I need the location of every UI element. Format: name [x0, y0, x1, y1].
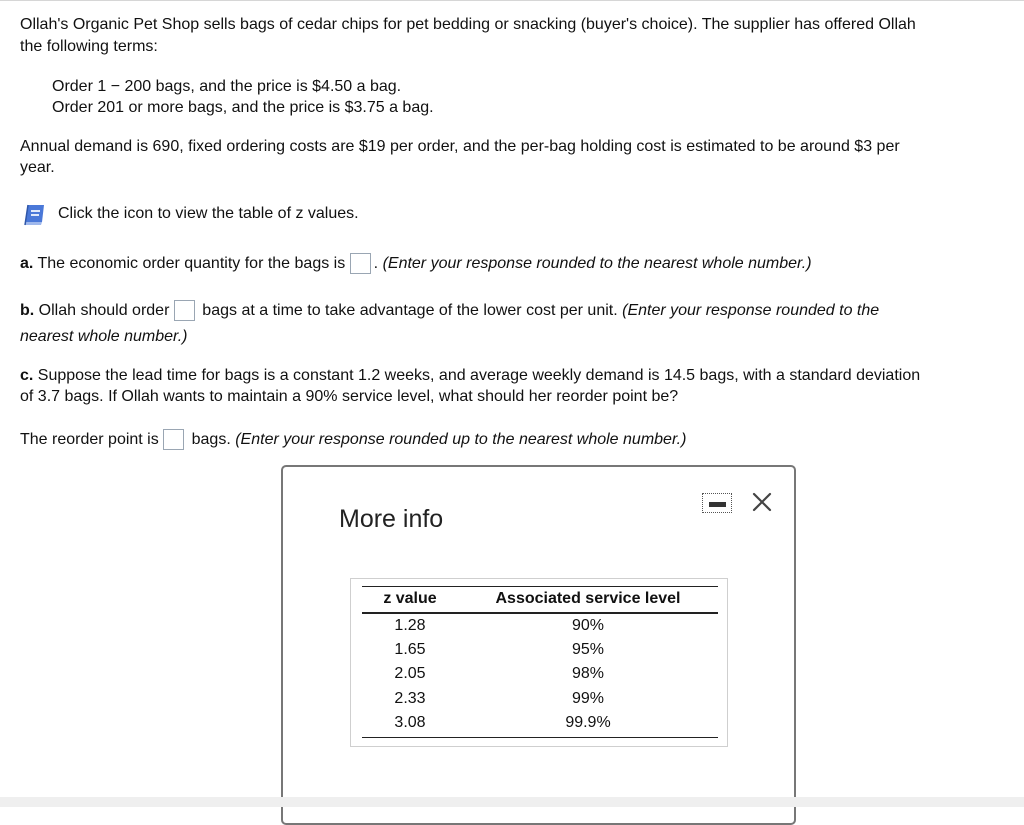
table-cell-z: 2.05	[394, 665, 426, 682]
reorder-point-input[interactable]	[163, 429, 184, 450]
table-top-rule	[362, 586, 718, 587]
demand-line-1: Annual demand is 690, fixed ordering costs are $19 per order, and the per-bag holding cost is estimated to be around $3 per	[20, 138, 900, 155]
header-z-value: z value	[383, 590, 437, 607]
question-c-text-1: Suppose the lead time for bags is a constant 1.2 weeks, and average weekly demand is 14.5 bags, with a standard deviation	[33, 367, 921, 384]
question-a-after: .	[373, 255, 383, 272]
intro-line-2: the following terms:	[20, 38, 158, 55]
question-b	[20, 300, 879, 321]
minimize-icon[interactable]	[702, 493, 732, 513]
demand-line-2: year.	[20, 159, 55, 176]
bottom-band	[0, 797, 1024, 807]
question-b-after: bags at a time to take advantage of the lower cost per unit.	[197, 302, 623, 319]
question-c-line-2: of 3.7 bags. If Ollah wants to maintain a 90% service level, what should her reorder point be?	[20, 388, 679, 405]
reorder-point-after: bags.	[187, 431, 236, 448]
order-quantity-input[interactable]	[174, 300, 195, 321]
question-c-label: c.	[20, 367, 34, 384]
question-a-hint: (Enter your response rounded to the nearest whole number.)	[382, 255, 812, 272]
question-b-hint-2-line	[20, 326, 188, 347]
table-cell-level: 98%	[571, 665, 605, 682]
table-cell-z: 2.33	[394, 690, 426, 707]
book-icon[interactable]	[22, 202, 48, 226]
eoq-answer-input[interactable]	[350, 253, 371, 274]
price-term-2: Order 201 or more bags, and the price is $3.75 a bag.	[52, 99, 434, 116]
more-info-dialog	[281, 465, 796, 825]
question-b-text: Ollah should order	[34, 302, 174, 319]
question-b-hint-2: nearest whole number.)	[20, 328, 188, 345]
question-c-line-1	[20, 365, 920, 386]
reorder-point-line	[20, 429, 686, 450]
table-cell-level: 99%	[571, 690, 605, 707]
close-icon[interactable]	[749, 489, 775, 515]
header-service-level: Associated service level	[495, 590, 681, 607]
table-cell-z: 1.28	[394, 617, 426, 634]
question-a-label: a.	[20, 255, 34, 272]
question-a-text: The economic order quantity for the bags is	[33, 255, 350, 272]
question-a	[20, 253, 812, 274]
header-rule	[362, 612, 718, 614]
top-divider	[0, 0, 1024, 1]
z-value-table	[350, 578, 728, 747]
question-b-label: b.	[20, 302, 35, 319]
table-cell-z: 1.65	[394, 641, 426, 658]
table-cell-z: 3.08	[394, 714, 426, 731]
price-term-1: Order 1 − 200 bags, and the price is $4.50 a bag.	[52, 78, 402, 95]
dialog-title: More info	[339, 505, 444, 533]
table-cell-level: 95%	[571, 641, 605, 658]
table-cell-level: 99.9%	[565, 714, 611, 731]
reorder-point-prefix: The reorder point is	[20, 431, 164, 448]
intro-line-1: Ollah's Organic Pet Shop sells bags of cedar chips for pet bedding or snacking (buyer's choice). The supplier has offered Ollah	[20, 16, 916, 33]
reorder-point-hint: (Enter your response rounded up to the nearest whole number.)	[235, 431, 687, 448]
question-b-hint-1: (Enter your response rounded to the	[622, 302, 880, 319]
z-table-prompt: Click the icon to view the table of z values.	[58, 205, 359, 222]
table-bottom-rule	[362, 737, 718, 738]
table-cell-level: 90%	[571, 617, 605, 634]
